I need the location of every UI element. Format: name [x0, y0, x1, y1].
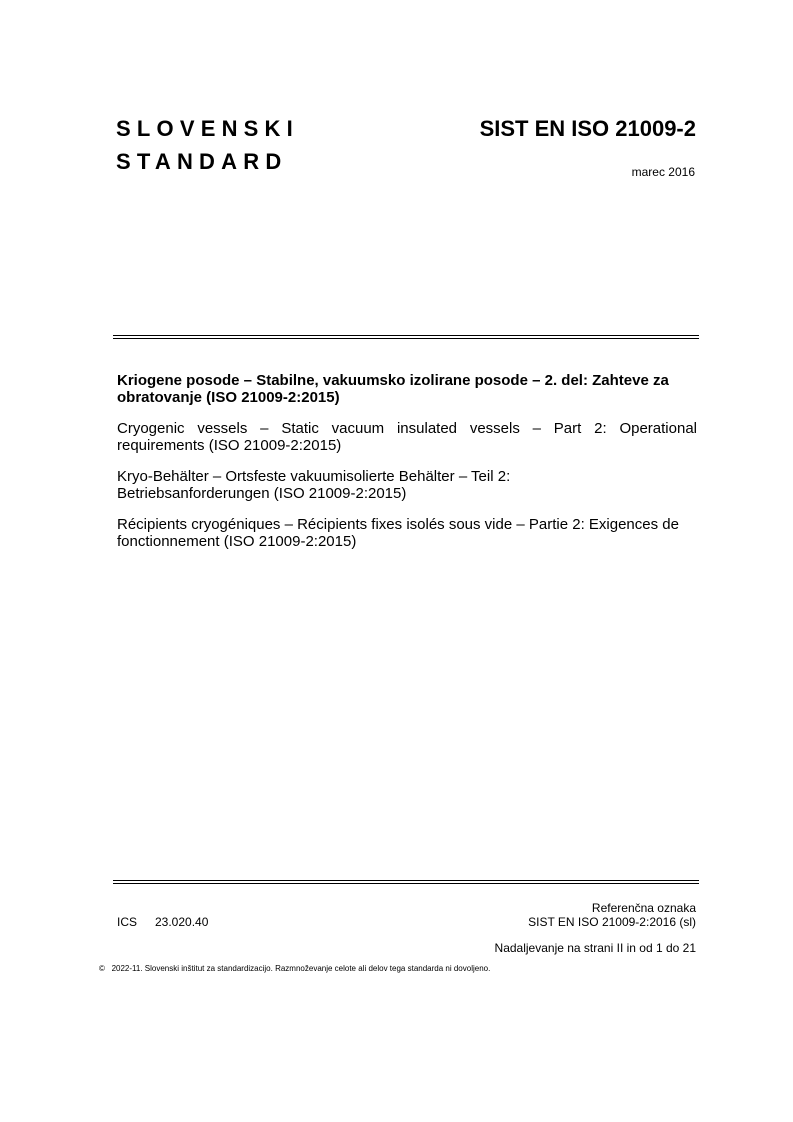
- bottom-divider: [113, 880, 699, 884]
- brand-title-line1: SLOVENSKI: [116, 116, 299, 141]
- ics-label: ICS: [117, 915, 138, 929]
- continuation-note: Nadaljevanje na strani II in od 1 do 21: [494, 941, 696, 955]
- copyright-text: 2022-11. Slovenski inštitut za standardizacijo. Razmnoževanje celote ali delov tega standarda ni dovoljeno.: [111, 964, 491, 973]
- brand-title-line2: STANDARD: [116, 149, 288, 174]
- title-german-line2: Betriebsanforderungen (ISO 21009-2:2015): [117, 485, 407, 502]
- ics-code: 23.020.40: [155, 915, 209, 929]
- title-german: [117, 468, 697, 502]
- top-divider: [113, 335, 699, 339]
- title-german-line1: Kryo-Behälter – Ortsfeste vakuumisolierte Behälter – Teil 2:: [117, 468, 511, 485]
- publication-date: marec 2016: [631, 165, 695, 179]
- copyright-symbol: ©: [99, 964, 105, 973]
- reference-value: SIST EN ISO 21009-2:2016 (sl): [528, 915, 696, 929]
- title-english: Cryogenic vessels – Static vacuum insulated vessels – Part 2: Operational requirements (ISO 21009-2:2015): [117, 420, 697, 454]
- standard-number: SIST EN ISO 21009-2: [479, 116, 696, 141]
- copyright-notice: [99, 964, 490, 974]
- title-french: Récipients cryogéniques – Récipients fixes isolés sous vide – Partie 2: Exigences de fonctionnement (ISO 21009-2:2015): [117, 516, 679, 550]
- reference-label: Referenčna oznaka: [591, 901, 696, 915]
- title-slovenian: Kriogene posode – Stabilne, vakuumsko izolirane posode – 2. del: Zahteve za obratovanje (ISO 21009-2:2015): [117, 372, 669, 406]
- title-section: [117, 372, 697, 564]
